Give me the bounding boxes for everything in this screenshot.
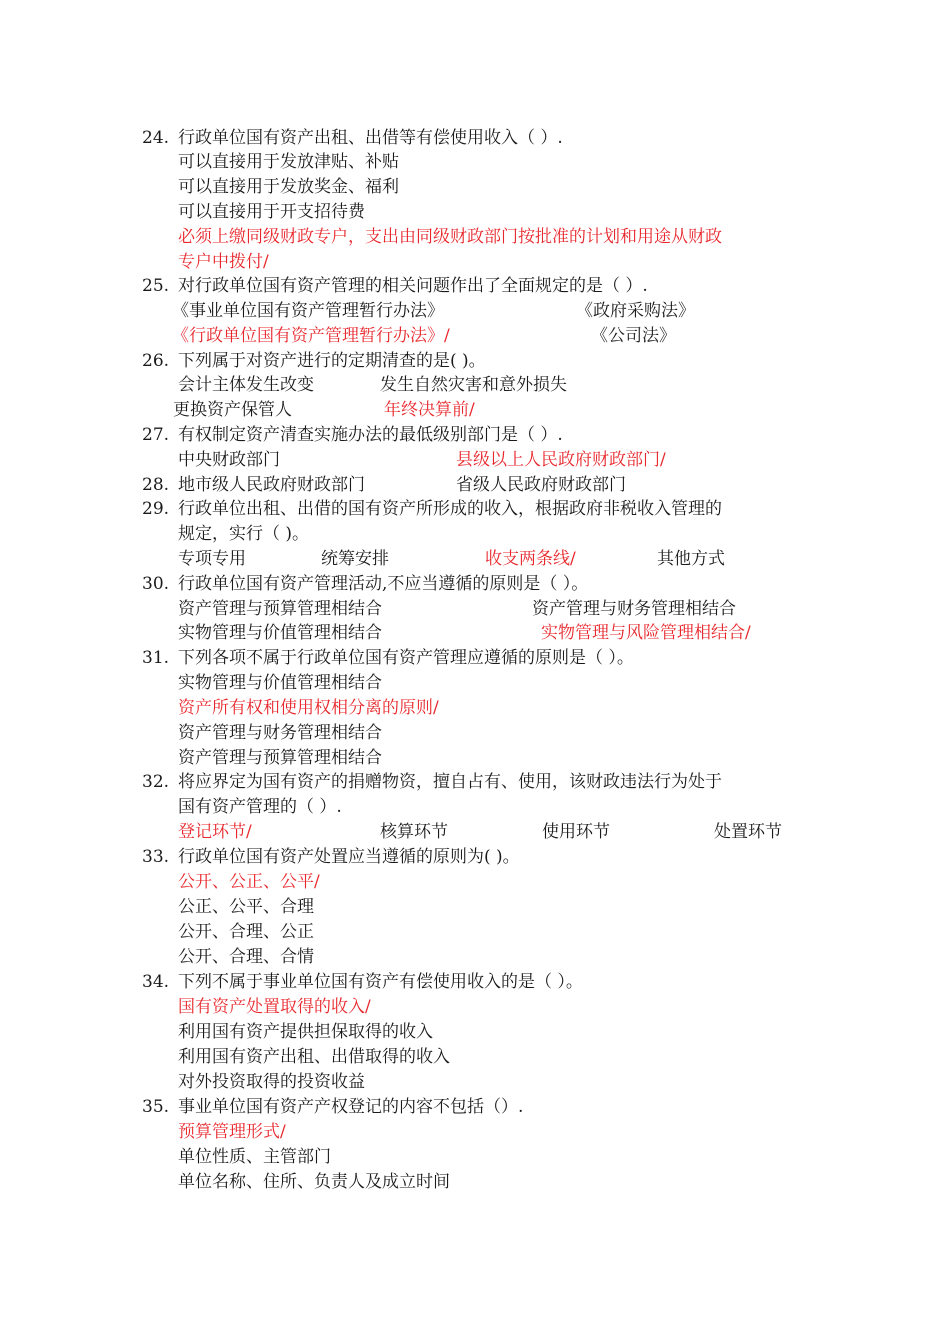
question-number: 31. xyxy=(142,648,170,668)
answer-text: 县级以上人民政府财政部门/ xyxy=(456,450,666,470)
text-line: 资产管理与财务管理相结合 xyxy=(178,723,382,743)
text-line: 会计主体发生改变 xyxy=(178,375,314,395)
text-line: 下列不属于事业单位国有资产有偿使用收入的是（ ）。 xyxy=(178,972,583,992)
answer-text: 必须上缴同级财政专户，支出由同级财政部门按批准的计划和用途从财政 xyxy=(178,227,722,247)
text-line: 下列属于对资产进行的定期清查的是( )。 xyxy=(178,351,486,371)
text-line: 有权制定资产清查实施办法的最低级别部门是（ ）. xyxy=(178,425,563,445)
answer-text: 收支两条线/ xyxy=(485,549,576,569)
text-line: 利用国有资产提供担保取得的收入 xyxy=(178,1022,433,1042)
text-line: 使用环节 xyxy=(542,822,610,842)
answer-text: 专户中拨付/ xyxy=(178,252,269,272)
text-line: 发生自然灾害和意外损失 xyxy=(380,375,567,395)
question-number: 28. xyxy=(142,475,170,495)
text-line: 公开、合理、合情 xyxy=(178,947,314,967)
question-number: 33. xyxy=(142,847,170,867)
text-line: 对行政单位国有资产管理的相关问题作出了全面规定的是（ ）. xyxy=(178,276,648,296)
text-line: 事业单位国有资产产权登记的内容不包括（）. xyxy=(178,1097,524,1117)
question-number: 35. xyxy=(142,1097,170,1117)
answer-text: 登记环节/ xyxy=(178,822,252,842)
text-line: 可以直接用于开支招待费 xyxy=(178,202,365,222)
text-line: 行政单位国有资产出租、出借等有偿使用收入（ ）. xyxy=(178,128,563,148)
answer-text: 资产所有权和使用权相分离的原则/ xyxy=(178,698,439,718)
text-line: 国有资产管理的（ ）. xyxy=(178,797,342,817)
text-line: 可以直接用于发放奖金、福利 xyxy=(178,177,399,197)
text-line: 单位名称、住所、负责人及成立时间 xyxy=(178,1172,450,1192)
text-line: 实物管理与价值管理相结合 xyxy=(178,623,382,643)
text-line: 行政单位出租、出借的国有资产所形成的收入，根据政府非税收入管理的 xyxy=(178,499,722,519)
text-line: 公正、公平、合理 xyxy=(178,897,314,917)
answer-text: 国有资产处置取得的收入/ xyxy=(178,997,371,1017)
text-line: 《政府采购法》 xyxy=(576,301,695,321)
answer-text: 年终决算前/ xyxy=(384,400,475,420)
text-line: 专项专用 xyxy=(178,549,246,569)
answer-text: 预算管理形式/ xyxy=(178,1122,286,1142)
text-line: 核算环节 xyxy=(380,822,448,842)
question-number: 24. xyxy=(142,128,170,148)
question-number: 34. xyxy=(142,972,170,992)
text-line: 中央财政部门 xyxy=(178,450,280,470)
text-line: 行政单位国有资产管理活动,不应当遵循的原则是（ ）。 xyxy=(178,574,589,594)
text-line: 统筹安排 xyxy=(321,549,389,569)
text-line: 《公司法》 xyxy=(591,326,676,346)
text-line: 地市级人民政府财政部门 xyxy=(178,475,365,495)
answer-text: 《行政单位国有资产管理暂行办法》/ xyxy=(172,326,450,346)
text-line: 对外投资取得的投资收益 xyxy=(178,1072,365,1092)
text-line: 资产管理与预算管理相结合 xyxy=(178,748,382,768)
text-line: 处置环节 xyxy=(714,822,782,842)
text-line: 其他方式 xyxy=(657,549,725,569)
answer-text: 公开、公正、公平/ xyxy=(178,872,320,892)
question-number: 26. xyxy=(142,351,170,371)
text-line: 利用国有资产出租、出借取得的收入 xyxy=(178,1047,450,1067)
text-line: 将应界定为国有资产的捐赠物资，擅自占有、使用，该财政违法行为处于 xyxy=(178,772,722,792)
text-line: 资产管理与预算管理相结合 xyxy=(178,599,382,619)
question-number: 32. xyxy=(142,772,170,792)
question-number: 30. xyxy=(142,574,170,594)
question-number: 25. xyxy=(142,276,170,296)
text-line: 可以直接用于发放津贴、补贴 xyxy=(178,152,399,172)
text-line: 资产管理与财务管理相结合 xyxy=(532,599,736,619)
question-number: 29. xyxy=(142,499,170,519)
answer-text: 实物管理与风险管理相结合/ xyxy=(541,623,751,643)
text-line: 公开、合理、公正 xyxy=(178,922,314,942)
text-line: 单位性质、主管部门 xyxy=(178,1147,331,1167)
text-line: 省级人民政府财政部门 xyxy=(456,475,626,495)
text-line: 下列各项不属于行政单位国有资产管理应遵循的原则是（ ）。 xyxy=(178,648,634,668)
question-number: 27. xyxy=(142,425,170,445)
text-line: 更换资产保管人 xyxy=(173,400,292,420)
text-line: 规定，实行（ )。 xyxy=(178,524,310,544)
text-line: 行政单位国有资产处置应当遵循的原则为( )。 xyxy=(178,847,520,867)
text-line: 《事业单位国有资产管理暂行办法》 xyxy=(172,301,444,321)
text-line: 实物管理与价值管理相结合 xyxy=(178,673,382,693)
